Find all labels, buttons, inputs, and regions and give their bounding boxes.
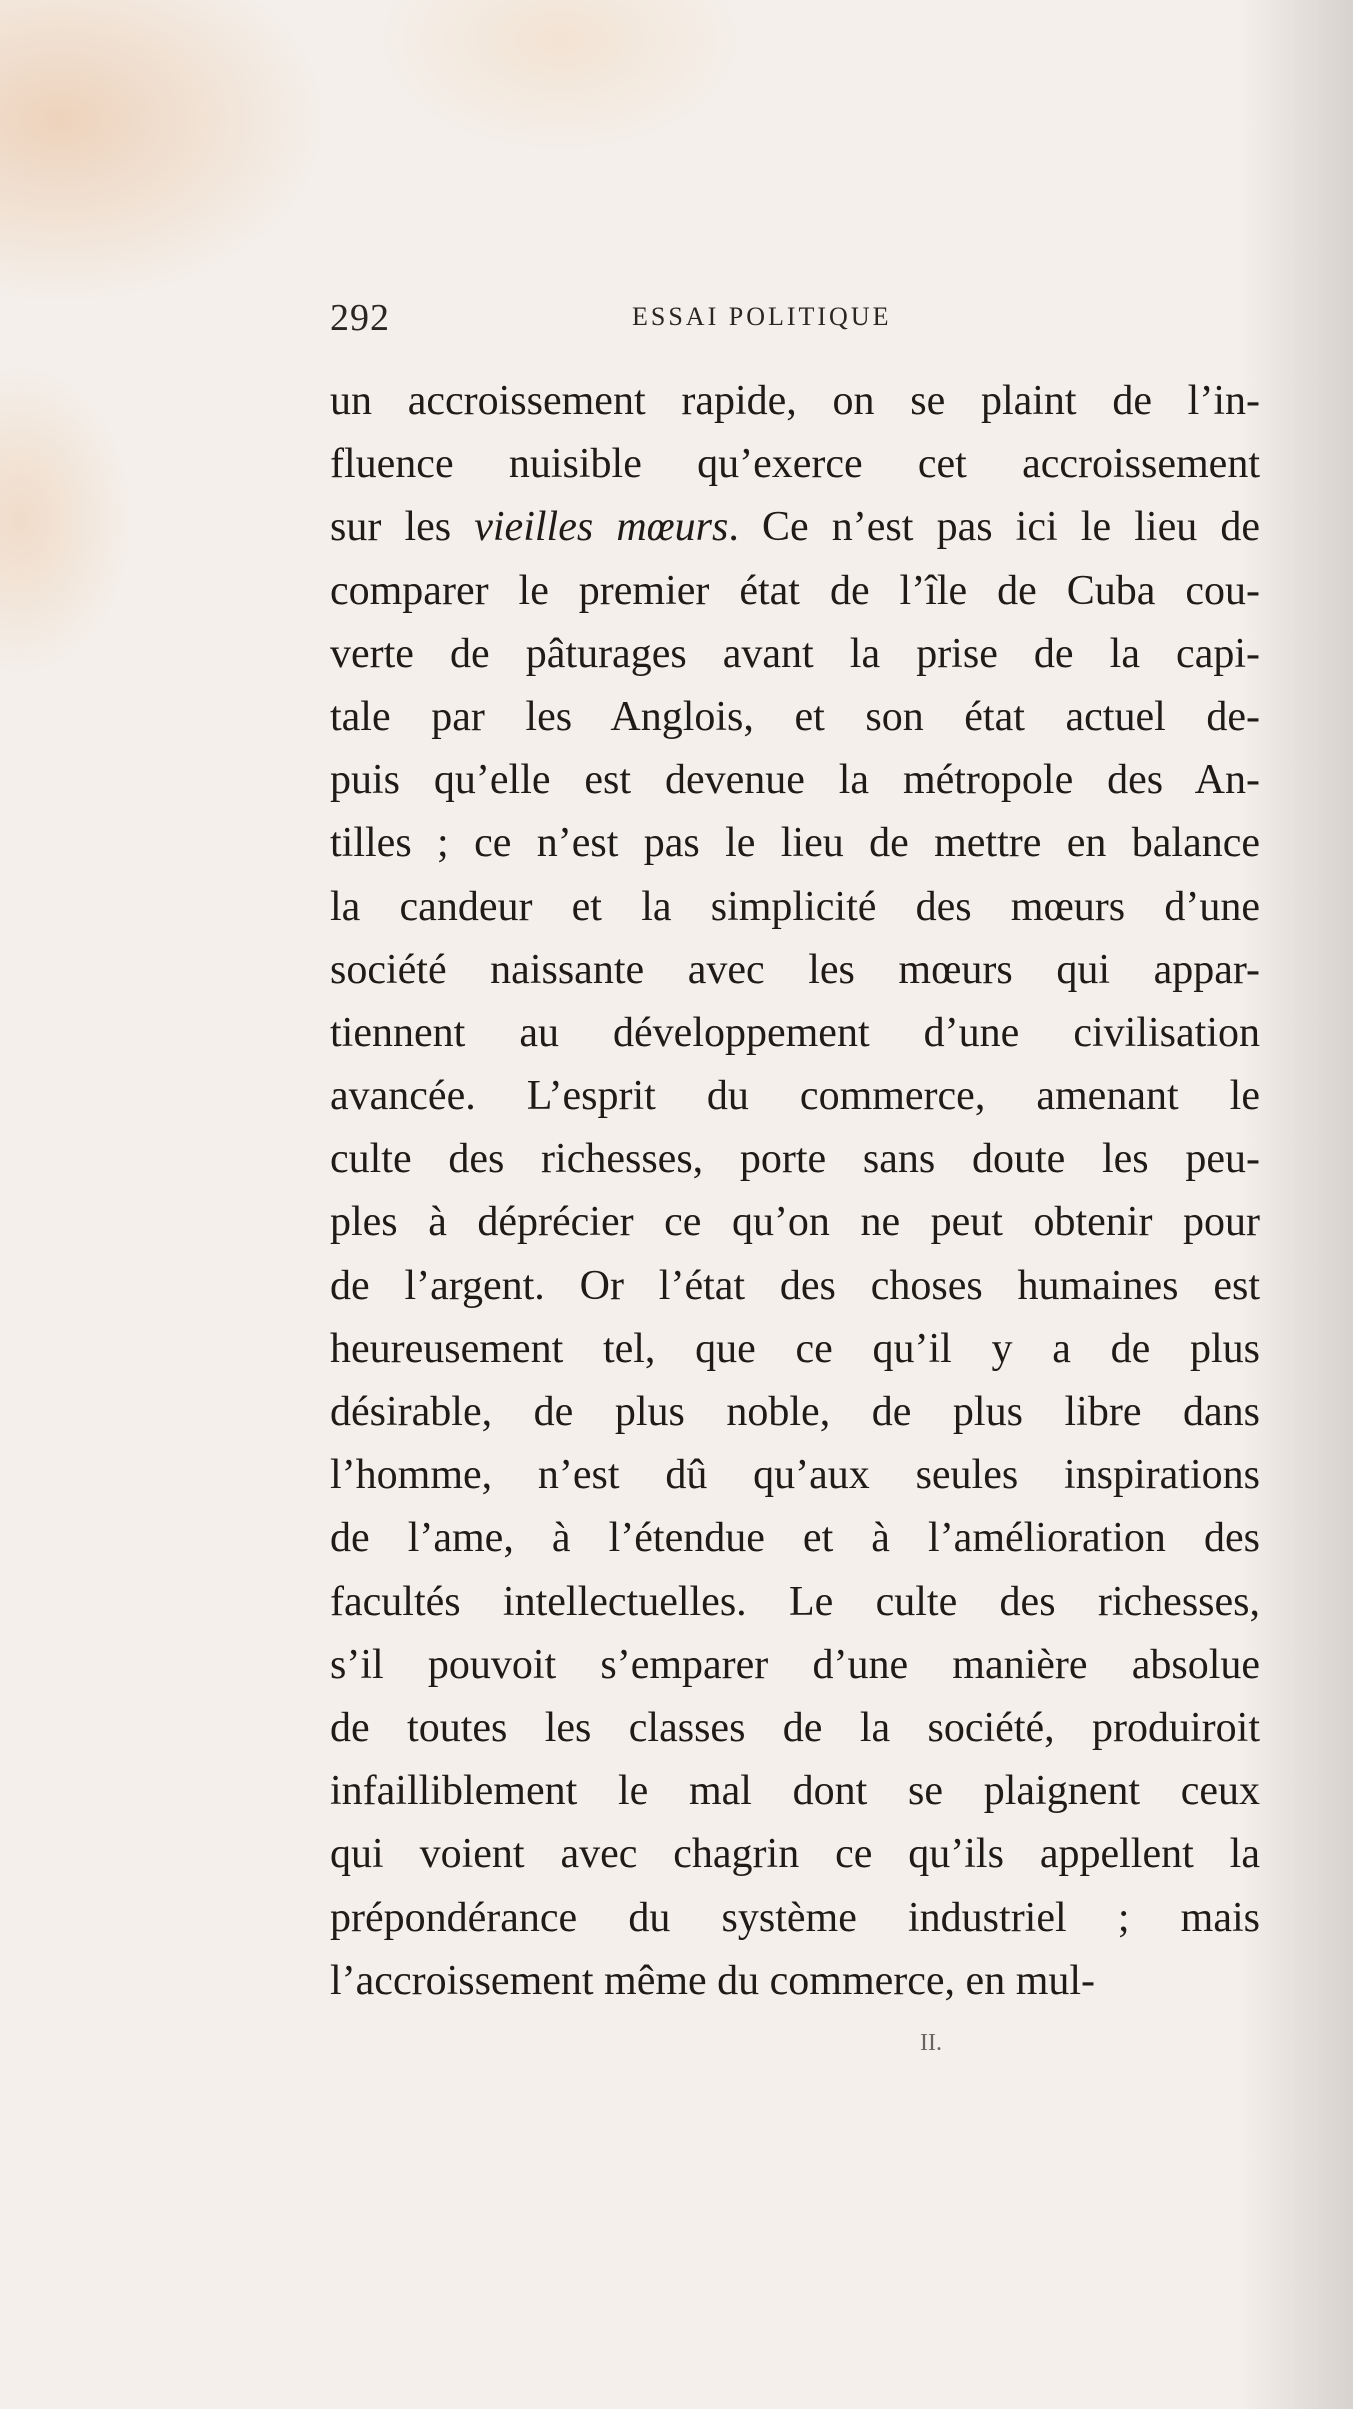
text-line: prépondérance du système industriel ; mais — [330, 1894, 1260, 1941]
text-line — [330, 496, 1260, 559]
text-line: désirable, de plus noble, de plus libre dans — [330, 1389, 1260, 1435]
text-line: l’homme, n’est dû qu’aux seules inspirations — [330, 1452, 1260, 1499]
text-line: s’il pouvoit s’emparer d’une manière absolue — [330, 1641, 1260, 1688]
text-segment: sur les — [330, 504, 475, 551]
text-line: la candeur et la simplicité des mœurs d’une — [330, 883, 1260, 930]
text-segment: . Ce n’est pas ici le lieu de — [728, 504, 1260, 551]
text-line: qui voient avec chagrin ce qu’ils appellent la — [330, 1831, 1260, 1878]
text-line: tiennent au développement d’une civilisation — [330, 1009, 1260, 1056]
text-line: verte de pâturages avant la prise de la capi- — [330, 630, 1260, 677]
text-line: puis qu’elle est devenue la métropole des An- — [330, 757, 1260, 804]
text-line: facultés intellectuelles. Le culte des richesses, — [330, 1578, 1260, 1625]
body-text — [330, 370, 1260, 2013]
running-head — [330, 296, 1260, 340]
text-line: de toutes les classes de la société, produiroit — [330, 1704, 1260, 1751]
text-line: culte des richesses, porte sans doute les peu- — [330, 1136, 1260, 1183]
text-line: heureusement tel, que ce qu’il y a de plus — [330, 1325, 1260, 1372]
text-line: tale par les Anglois, et son état actuel de- — [330, 693, 1260, 740]
signature-mark: II. — [920, 2030, 942, 2056]
text-line: société naissante avec les mœurs qui appar- — [330, 946, 1260, 993]
text-line: ples à déprécier ce qu’on ne peut obtenir pour — [330, 1199, 1260, 1246]
text-line: avancée. L’esprit du commerce, amenant le — [330, 1073, 1260, 1120]
italic-phrase: vieilles mœurs — [474, 504, 729, 551]
running-head-title: ESSAI POLITIQUE — [632, 302, 892, 331]
text-line: fluence nuisible qu’exerce cet accroissement — [330, 441, 1260, 488]
text-line: un accroissement rapide, on se plaint de l’in- — [330, 378, 1260, 424]
text-line: tilles ; ce n’est pas le lieu de mettre en balance — [330, 820, 1260, 867]
text-line: comparer le premier état de l’île de Cuba cou- — [330, 567, 1260, 614]
text-line: de l’ame, à l’étendue et à l’amélioration des — [330, 1515, 1260, 1562]
text-line: de l’argent. Or l’état des choses humaines est — [330, 1262, 1260, 1309]
page-number: 292 — [330, 297, 390, 339]
text-line: infailliblement le mal dont se plaignent ceux — [330, 1768, 1260, 1815]
text-line: l’accroissement même du commerce, en mul- — [330, 1957, 1096, 2004]
